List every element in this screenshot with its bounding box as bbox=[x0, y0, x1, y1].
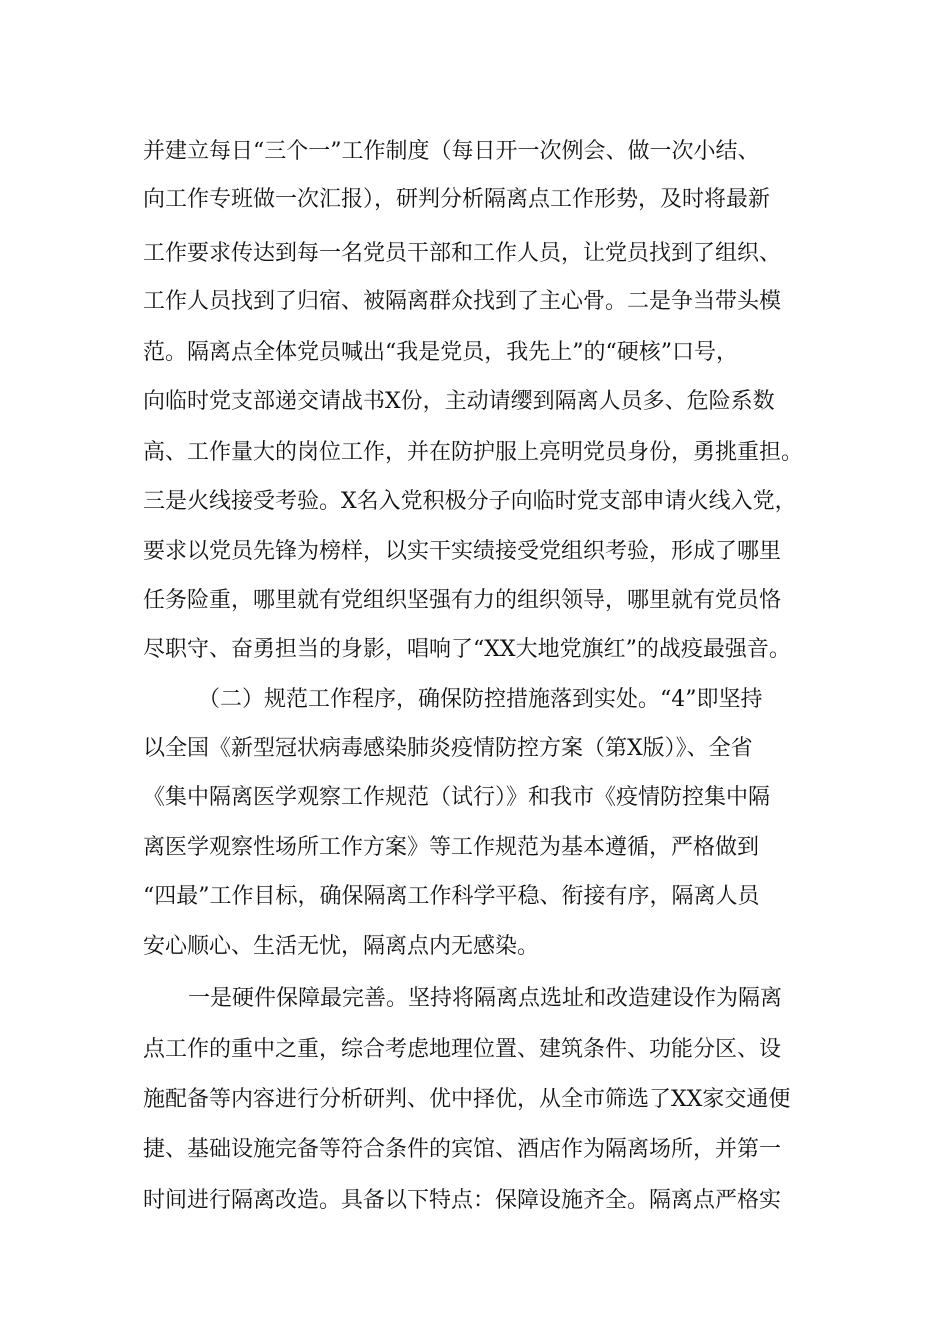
text-line: 离医学观察性场所工作方案》等工作规范为基本遵循，严格做到 bbox=[143, 835, 760, 860]
text-line: 任务险重，哪里就有党组织坚强有力的组织领导，哪里就有党员恪 bbox=[143, 588, 782, 613]
paragraph-start: 一是硬件保障最完善。坚持将隔离点选址和改造建设作为隔离 bbox=[188, 986, 783, 1011]
section-heading: （二）规范工作程序，确保防控措施落到实处。“4”即坚持 bbox=[198, 687, 763, 712]
text-line: 并建立每日“三个一”工作制度（每日开一次例会、做一次小结、 bbox=[143, 139, 760, 164]
text-line: 三是火线接受考验。X名入党积极分子向临时党支部申请火线入党， bbox=[143, 489, 797, 514]
text-line: 尽职守、奋勇担当的身影，唱响了“XX大地党旗红”的战疫最强音。 bbox=[143, 637, 791, 662]
text-line: 以全国《新型冠状病毒感染肺炎疫情防控方案（第X版）》、全省 bbox=[143, 736, 753, 761]
text-line: 工作要求传达到每一名党员干部和工作人员，让党员找到了组织、 bbox=[143, 241, 782, 266]
text-line: “四最”工作目标，确保隔离工作科学平稳、衔接有序，隔离人员 bbox=[143, 884, 760, 909]
text-line: 范。隔离点全体党员喊出“我是党员，我先上”的“硬核”口号， bbox=[143, 340, 738, 365]
text-line: 施配备等内容进行分析研判、优中择优，从全市筛选了XX家交通便 bbox=[143, 1087, 791, 1112]
text-line: 时间进行隔离改造。具备以下特点：保障设施齐全。隔离点严格实 bbox=[143, 1188, 782, 1213]
text-line: 安心顺心、生活无忧，隔离点内无感染。 bbox=[143, 934, 540, 959]
text-line: 要求以党员先锋为榜样，以实干实绩接受党组织考验，形成了哪里 bbox=[143, 539, 782, 564]
text-line: 向临时党支部递交请战书X份，主动请缨到隔离人员多、危险系数 bbox=[143, 389, 775, 414]
text-line: 《集中隔离医学观察工作规范（试行）》和我市《疫情防控集中隔 bbox=[143, 785, 771, 810]
text-line: 工作人员找到了归宿、被隔离群众找到了主心骨。二是争当带头模 bbox=[143, 289, 782, 314]
text-line: 捷、基础设施完备等符合条件的宾馆、酒店作为隔离场所，并第一 bbox=[143, 1137, 782, 1162]
text-line: 点工作的重中之重，综合考虑地理位置、建筑条件、功能分区、设 bbox=[143, 1037, 782, 1062]
text-line: 高、工作量大的岗位工作，并在防护服上亮明党员身份，勇挑重担。 bbox=[143, 440, 804, 465]
text-line: 向工作专班做一次汇报），研判分析隔离点工作形势，及时将最新 bbox=[143, 187, 771, 212]
